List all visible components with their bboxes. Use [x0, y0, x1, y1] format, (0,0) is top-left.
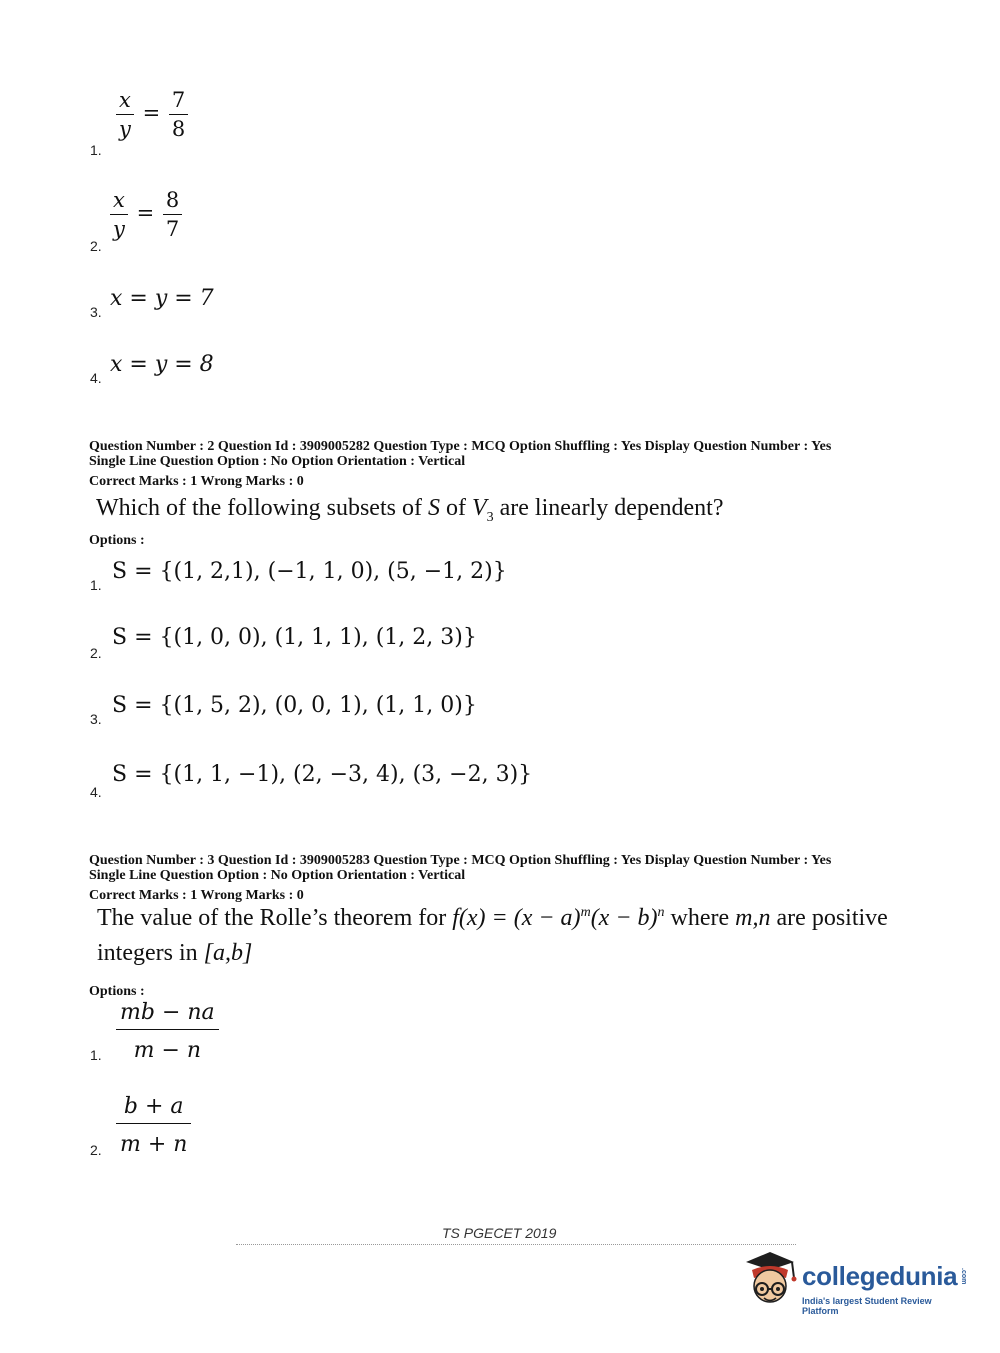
q3-meta-line2: Single Line Question Option : No Option Orientation : Vertical — [89, 868, 466, 883]
option-expression: $\frac{mb - na}{m - n}$ — [116, 1000, 219, 1063]
logo-tagline: India's largest Student Review Platform — [802, 1296, 932, 1316]
option-expression: $\frac{b + a}{m + n}$ — [116, 1094, 191, 1157]
q3-marks: Correct Marks : 1 Wrong Marks : 0 — [89, 888, 304, 903]
q3-question-text — [97, 905, 888, 967]
option-number: 4. — [90, 784, 102, 800]
option-expression: x = y = 8 — [110, 352, 214, 377]
option-number: 3. — [90, 304, 102, 320]
q2-marks: Correct Marks : 1 Wrong Marks : 0 — [89, 474, 304, 489]
q3-meta — [89, 853, 831, 903]
option-number: 2. — [90, 238, 102, 254]
option-number: 4. — [90, 370, 102, 386]
footer-exam-label: TS PGECET 2019 — [442, 1225, 557, 1241]
option-expression: x = y = 7 — [110, 286, 214, 311]
option-expression: $\frac{x}{y}$ = $\frac{8}{7}$ — [110, 188, 182, 241]
option-number: 2. — [90, 1142, 102, 1158]
option-expression: S = {(1, 1, −1), (2, −3, 4), (3, −2, 3)} — [112, 762, 533, 787]
collegedunia-logo[interactable] — [740, 1248, 970, 1318]
option-expression: S = {(1, 2,1), (−1, 1, 0), (5, −1, 2)} — [112, 559, 507, 584]
q3-question-line1: The value of the Rolle’s theorem for $f(x) = (x - a)^m(x - b)^n$ where m,n are positive — [97, 905, 888, 931]
q2-meta-line2: Single Line Question Option : No Option Orientation : Vertical — [89, 454, 466, 469]
option-expression: S = {(1, 5, 2), (0, 0, 1), (1, 1, 0)} — [112, 693, 477, 718]
q2-meta-line1: Question Number : 2 Question Id : 3909005282 Question Type : MCQ Option Shuffling : Yes Display Question Number : Yes — [89, 439, 832, 454]
option-number: 2. — [90, 645, 102, 661]
logo-suffix: .com — [960, 1268, 967, 1285]
q2-question-text: Which of the following subsets of S of $V_3$ are linearly dependent? — [96, 495, 724, 525]
footer-dotted-line — [236, 1244, 796, 1245]
mascot-icon — [740, 1248, 800, 1312]
logo-name: collegedunia — [802, 1261, 958, 1291]
q3-options-label: Options : — [89, 984, 145, 999]
q3-question-line2: integers in [a,b] — [97, 940, 253, 966]
option-expression: S = {(1, 0, 0), (1, 1, 1), (1, 2, 3)} — [112, 625, 477, 650]
option-number: 1. — [90, 142, 102, 158]
option-number: 1. — [90, 577, 102, 593]
q3-meta-line1: Question Number : 3 Question Id : 3909005283 Question Type : MCQ Option Shuffling : Yes Display Question Number : Yes — [89, 853, 832, 868]
option-number: 1. — [90, 1047, 102, 1063]
option-expression: $\frac{x}{y}$ = $\frac{7}{8}$ — [116, 88, 188, 141]
q2-meta — [89, 439, 831, 489]
option-number: 3. — [90, 711, 102, 727]
q2-options-label: Options : — [89, 533, 145, 548]
